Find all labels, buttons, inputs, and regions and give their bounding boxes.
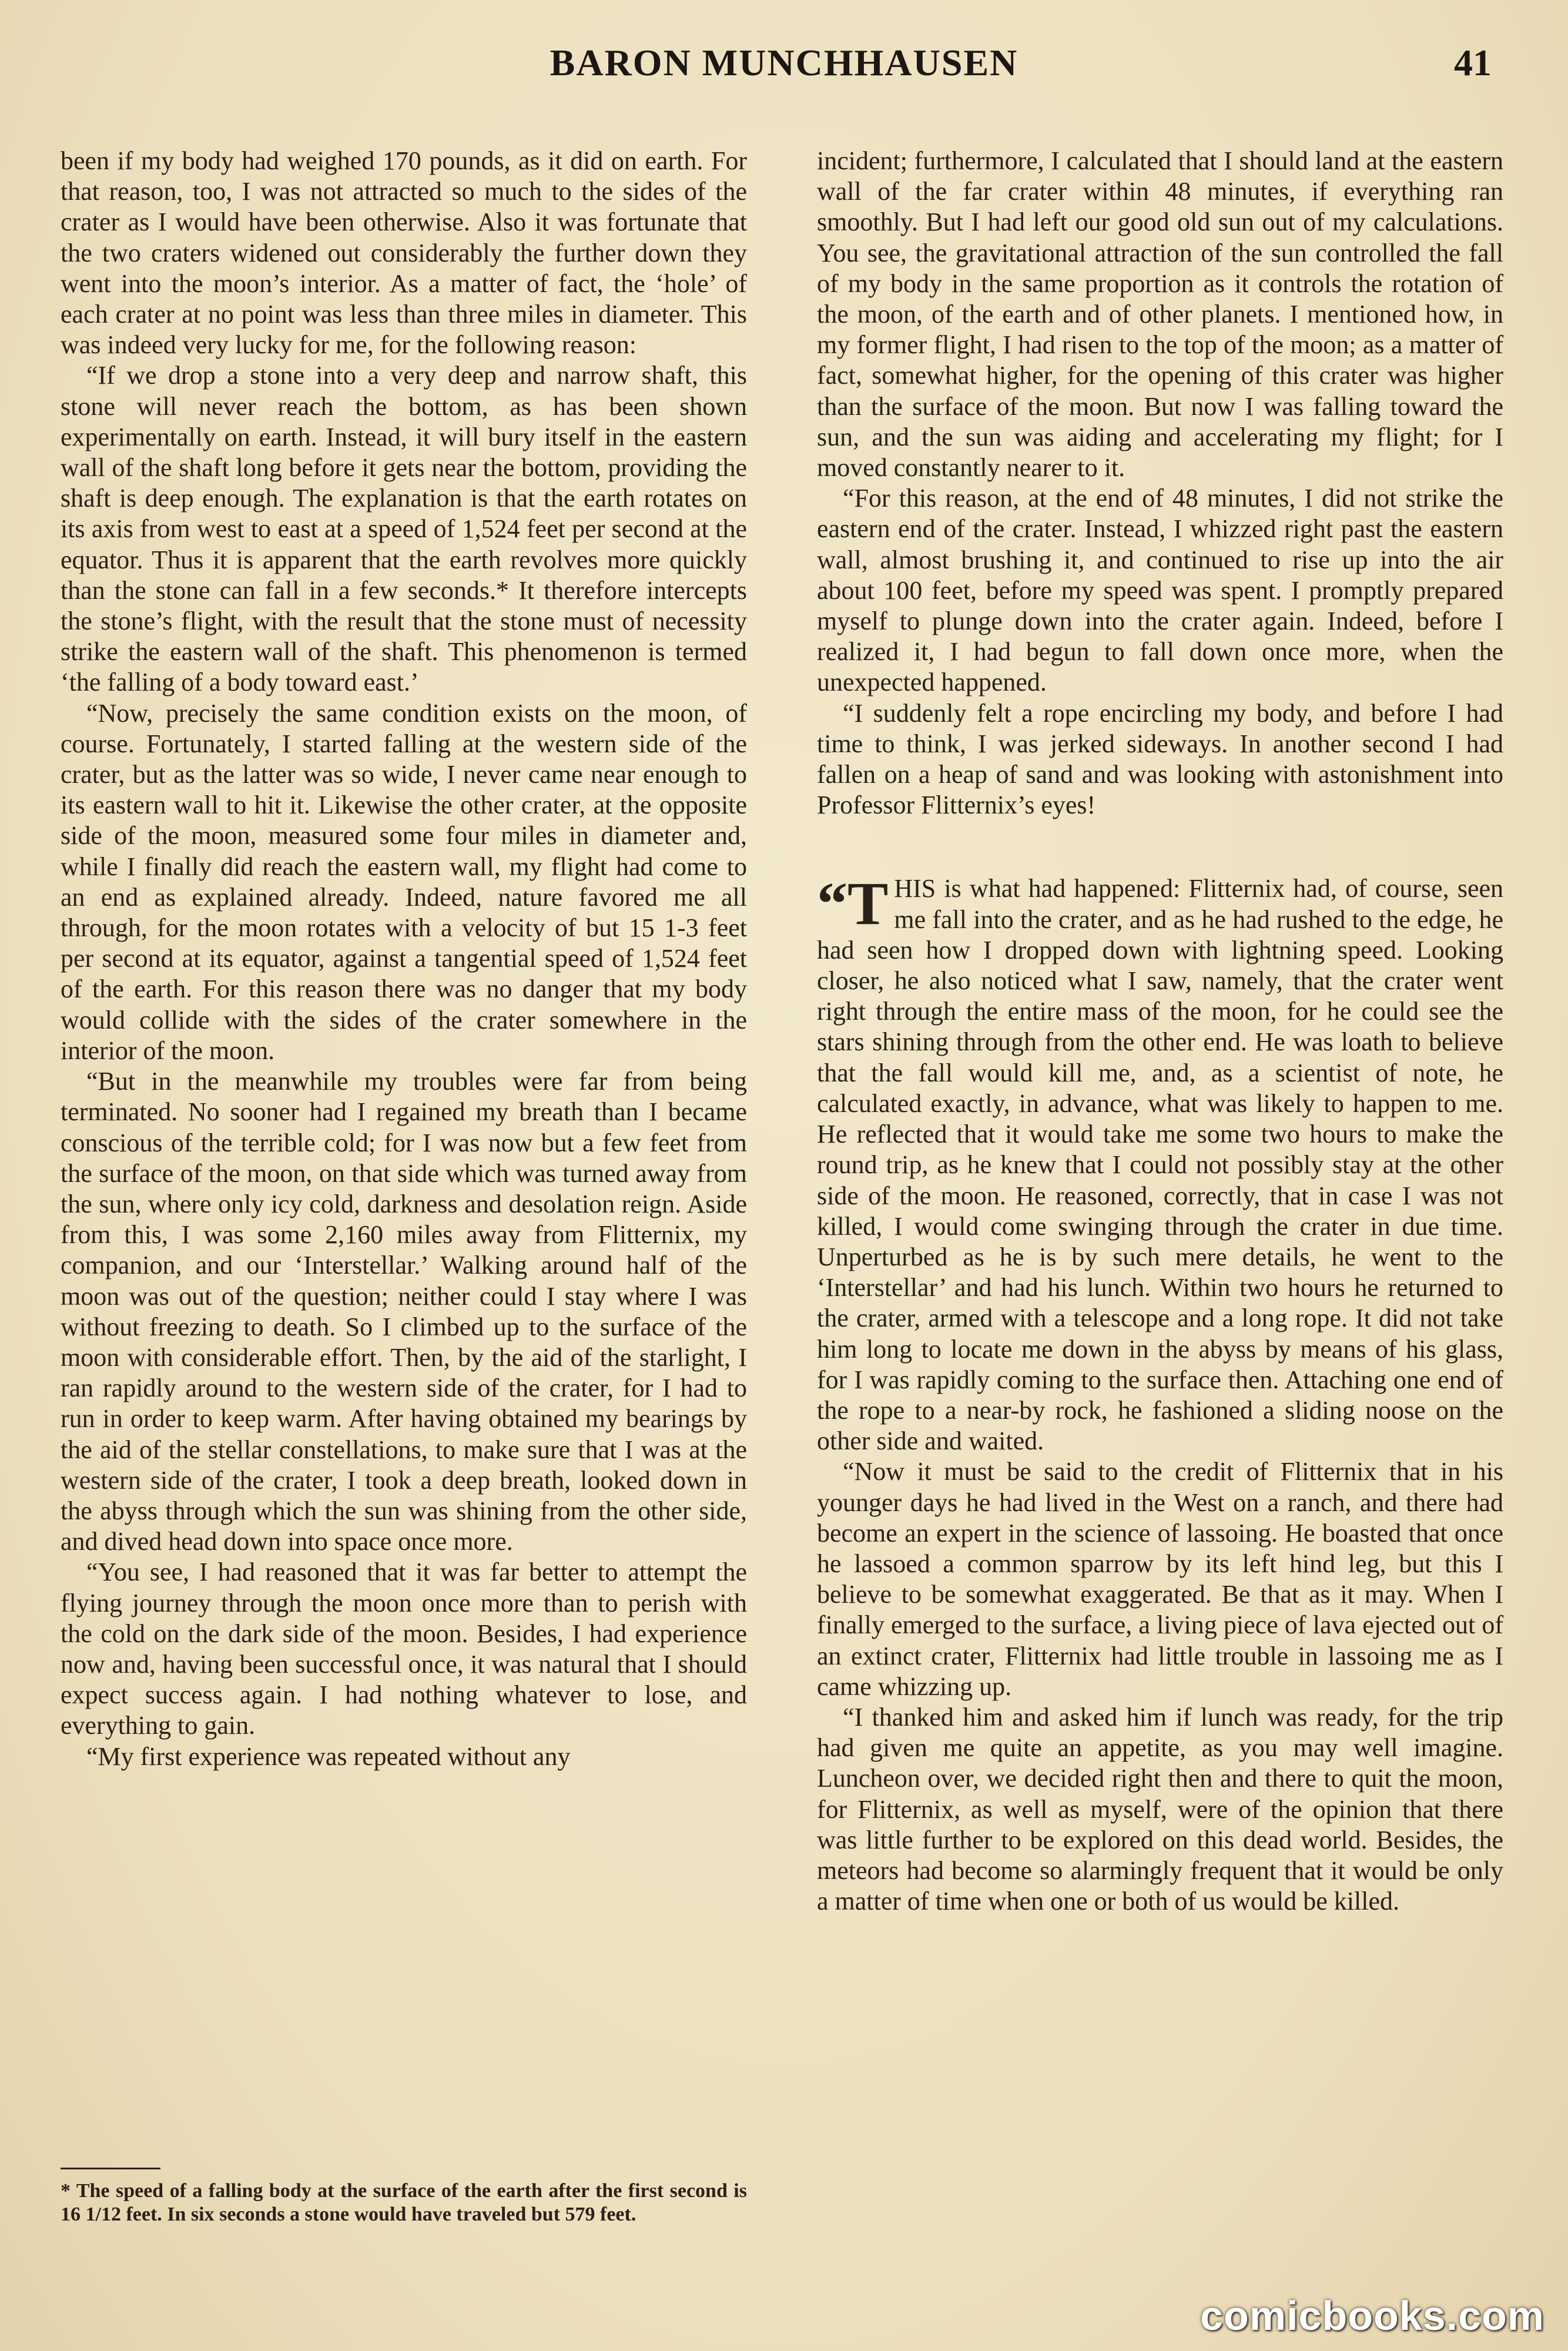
- paragraph: “If we drop a stone into a very deep and narrow shaft, this stone will never reach the bottom, as has been shown experimentally on earth. Instead, it will bury itself in the eastern wall of the shaft long before it gets near the bottom, providing the shaft is deep enough. The explanation is that the earth rotates on its axis from west to east at a speed of 1,524 feet per second at the equator. Thus it is apparent that the earth revolves more quickly than the stone can fall in a few seconds.* It therefore intercepts the stone’s flight, with the result that the stone must of necessity strike the eastern wall of the shaft. This phenomenon is termed ‘the falling of a body toward east.’: [61, 361, 747, 697]
- paragraph: “I suddenly felt a rope encircling my body, and before I had time to think, I was jerked sideways. In another second I had fallen on a heap of sand and was looking with astonishment into Professor Flitternix’s eyes!: [817, 698, 1503, 820]
- paragraph: “Now, precisely the same condition exists on the moon, of course. Fortunately, I started falling at the western side of the crater, but as the latter was so wide, I never came near enough to its eastern wall to hit it. Likewise the other crater, at the opposite side of the moon, measured some four miles in diameter and, while I finally did reach the eastern wall, my flight had come to an end as explained already. Indeed, nature favored me all through, for the moon rotates with a velocity of but 15 1-3 feet per second at its equator, against a tangential speed of 1,524 feet of the earth. For this reason there was no danger that my body would collide with the sides of the crater somewhere in the interior of the moon.: [61, 698, 747, 1065]
- running-title: BARON MUNCHHAUSEN: [550, 42, 1018, 83]
- dropcap-paragraph-text: HIS is what had happened: Flitternix had, of course, seen me fall into the crater, and as he had rushed to the edge, he had seen how I dropped down with lightning speed. Looking closer, he also noticed what I saw, namely, that the crater went right through the entire mass of the moon, for he could see the stars shining through from the other end. He was loath to believe that the fall would kill me, and, as a scientist of note, he calculated exactly, in advance, what was likely to happen to me. He reflected that it would take me some two hours to make the round trip, as he knew that I could not possibly stay at the other side of the moon. He reasoned, correctly, that in case I was not killed, I would come swinging through the crater in due time. Unperturbed as he is by such mere details, he went to the ‘Interstellar’ and had his lunch. Within two hours he returned to the crater, armed with a telescope and a long rope. It did not take him long to locate me down in the abyss by means of his glass, for I was rapidly coming to the surface then. Attaching one end of the rope to a near-by rock, he fashioned a sliding noose on the other side and waited.: [817, 874, 1503, 1456]
- footnote-divider: [61, 2168, 160, 2169]
- page-header: [0, 41, 1568, 106]
- dropcap-paragraph: [817, 870, 1503, 1456]
- footnote: * The speed of a falling body at the surface of the earth after the first second is 16 1/12 feet. In six seconds a stone would have traveled but 579 feet.: [61, 2180, 747, 2225]
- paragraph: “For this reason, at the end of 48 minutes, I did not strike the eastern end of the crater. Instead, I whizzed right past the eastern wall, almost brushing it, and continued to rise up into the air about 100 feet, before my speed was spent. I promptly prepared myself to plunge down into the crater again. Indeed, before I realized it, I had begun to fall down once more, when the unexpected happened.: [817, 484, 1503, 697]
- right-column: [817, 146, 1503, 1917]
- paragraph: “Now it must be said to the credit of Flitternix that in his younger days he had lived in the West on a ranch, and there had become an expert in the science of lassoing. He boasted that once he lassoed a common sparrow by its left hind leg, but this I believe to be somewhat exaggerated. Be that as it may. When I finally emerged to the surface, a living piece of lava ejected out of an extinct crater, Flitternix had little trouble in lassoing me as I came whizzing up.: [817, 1457, 1503, 1701]
- left-column: [61, 146, 747, 1772]
- paragraph: been if my body had weighed 170 pounds, as it did on earth. For that reason, too, I was not attracted so much to the sides of the crater as I would have been otherwise. Also it was fortunate that the two craters widened out considerably the further down they went into the moon’s interior. As a matter of fact, the ‘hole’ of each crater at no point was less than three miles in diameter. This was indeed very lucky for me, for the following reason:: [61, 146, 747, 360]
- watermark: comicbooks.com: [1200, 2293, 1544, 2339]
- page-number: 41: [1454, 42, 1492, 83]
- paragraph: incident; furthermore, I calculated that I should land at the eastern wall of the far crater within 48 minutes, if everything ran smoothly. But I had left our good old sun out of my calculations. You see, the gravitational attraction of the sun controlled the fall of my body in the same proportion as it controls the rotation of the moon, of the earth and of other planets. I mentioned how, in my former flight, I had risen to the top of the moon; as a matter of fact, somewhat higher, for the opening of this crater was higher than the surface of the moon. But now I was falling toward the sun, and the sun was aiding and accelerating my flight; for I moved constantly nearer to it.: [817, 146, 1503, 483]
- paragraph: “You see, I had reasoned that it was far better to attempt the flying journey through the moon once more than to perish with the cold on the dark side of the moon. Besides, I had experience now and, having been successful once, it was natural that I should expect success again. I had nothing whatever to lose, and everything to gain.: [61, 1558, 747, 1740]
- paragraph: “But in the meanwhile my troubles were far from being terminated. No sooner had I regained my breath than I became conscious of the terrible cold; for I was now but a few feet from the surface of the moon, on that side which was turned away from the sun, where only icy cold, darkness and desolation reign. Aside from this, I was some 2,160 miles away from Flitternix, my companion, and our ‘Interstellar.’ Walking around half of the moon was out of the question; neither could I stay where I was without freezing to death. So I climbed up to the surface of the moon with considerable effort. Then, by the aid of the starlight, I ran rapidly around to the western side of the crater, for I had to run in order to keep warm. After having obtained my bearings by the aid of the stellar constellations, to make sure that I was at the western side of the crater, I took a deep breath, looked down in the abyss through which the sun was shining from the other side, and dived head down into space once more.: [61, 1067, 747, 1556]
- paragraph: “I thanked him and asked him if lunch was ready, for the trip had given me quite an appetite, as you may well imagine. Luncheon over, we decided right then and there to quit the moon, for Flitternix, as well as myself, were of the opinion that there was little further to be explored on this dead world. Besides, the meteors had become so alarmingly frequent that it would be only a matter of time when one or both of us would be killed.: [817, 1702, 1503, 1916]
- section-break: [817, 820, 1503, 873]
- paragraph: “My first experience was repeated without any: [86, 1742, 571, 1771]
- drop-cap: “T: [817, 870, 889, 938]
